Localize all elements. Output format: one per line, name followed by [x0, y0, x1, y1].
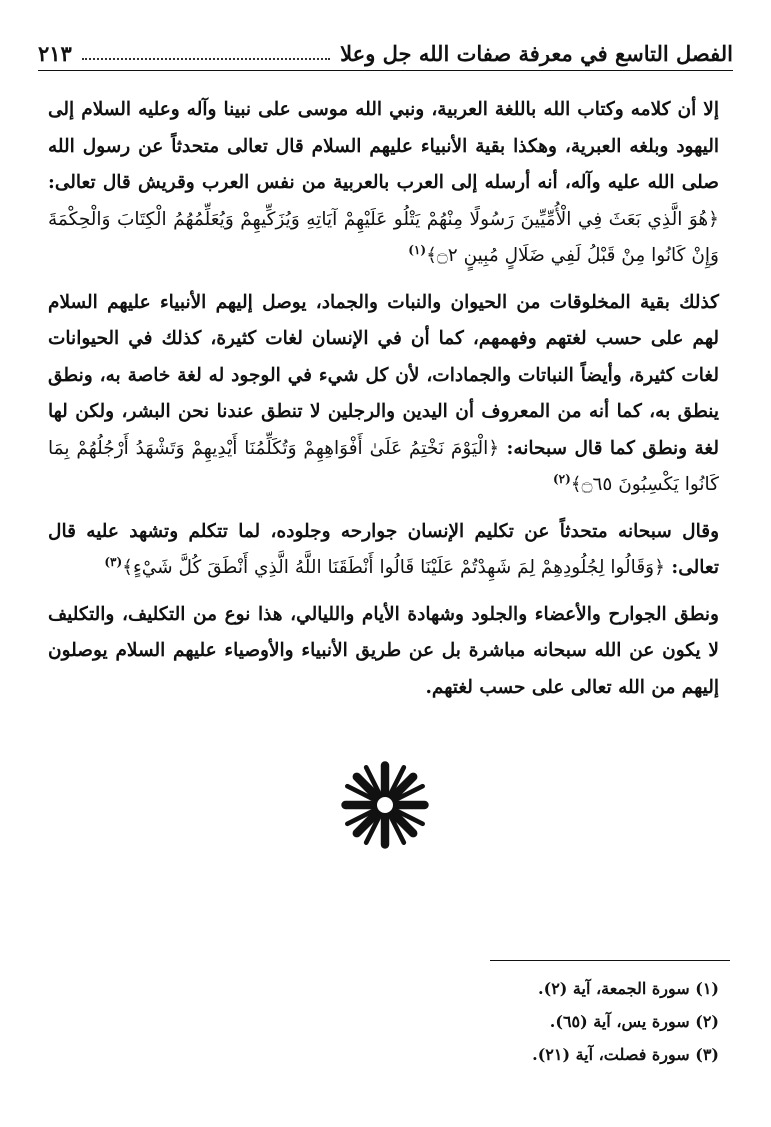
paragraph-text: كذلك بقية المخلوقات من الحيوان والنبات والجماد، يوصل إليهم الأنبياء عليهم السلام لهم على حسب لغتهم وفهمهم، كما أن في الإنسان لغات كثيرة، كذلك في الحيوانات لغات كثيرة، وأيضاً النباتات والجمادات، لأن كل شيء في الوجود له لغة خاصة به، ونطق ينطق به، كما أنه من المعروف أن اليدين والرجلين لا تنطق عندنا نحن البشر، ولكن لها لغة ونطق كما قال سبحانه:: [48, 291, 719, 459]
running-title: الفصل التاسع في معرفة صفات الله جل وعلا: [340, 41, 733, 66]
page-number: ٢١٣: [38, 41, 72, 66]
footnote-ref: (٢): [552, 471, 571, 486]
quran-quote: ﴿هُوَ الَّذِي بَعَثَ فِي الْأُمِّيِّينَ رَسُولًا مِنْهُمْ يَتْلُو عَلَيْهِمْ آيَاتِهِ وَيُزَكِّيهِمْ وَيُعَلِّمُهُمُ الْكِتَابَ وَالْحِكْمَةَ وَإِنْ كَانُوا مِنْ قَبْلُ لَفِي ضَلَالٍ مُبِينٍ ۝٢﴾: [48, 208, 719, 266]
quran-quote: ﴿وَقَالُوا لِجُلُودِهِمْ لِمَ شَهِدْتُمْ عَلَيْنَا قَالُوا أَنْطَقَنَا اللَّهُ الَّذِي أَنْطَقَ كُلَّ شَيْءٍ﴾: [122, 557, 665, 578]
paragraph-text: وقال سبحانه متحدثاً عن تكليم الإنسان جوارحه وجلوده، لما تتكلم وتشهد عليه قال تعالى:: [48, 520, 719, 578]
footnote-divider: [490, 960, 730, 961]
paragraph: [48, 597, 719, 707]
paragraph-text: ونطق الجوارح والأعضاء والجلود وشهادة الأيام والليالي، هذا نوع من التكليف، والتكليف لا يكون عن الله سبحانه مباشرة بل عن طريق الأنبياء والأوصياء عليهم السلام يوصلون إليهم من الله تعالى على حسب لغتهم.: [48, 603, 719, 698]
footnote: (٣) سورة فصلت، آية (٢١).: [532, 1045, 719, 1064]
footnote: (٢) سورة يس، آية (٦٥).: [549, 1012, 719, 1031]
footnote-ref: (٣): [104, 554, 123, 569]
main-text: [48, 92, 719, 716]
footnotes: [359, 972, 719, 1071]
footnote-ref: (١): [408, 242, 427, 257]
footnote: (١) سورة الجمعة، آية (٢).: [538, 979, 719, 998]
paragraph: [48, 514, 719, 587]
quran-quote: ﴿الْيَوْمَ نَخْتِمُ عَلَىٰ أَفْوَاهِهِمْ وَتُكَلِّمُنَا أَيْدِيهِمْ وَتَشْهَدُ أَرْجُلُهُمْ بِمَا كَانُوا يَكْسِبُونَ ۝٦٥﴾: [48, 437, 719, 495]
paragraph: [48, 92, 719, 275]
starburst-ornament-icon: [338, 758, 432, 852]
paragraph-text: إلا أن كلامه وكتاب الله باللغة العربية، ونبي الله موسى على نبينا وآله وعليه السلام إلى اليهود وبلغه العبرية، وهكذا بقية الأنبياء عليهم السلام قال تعالى متحدثاً عن رسول الله صلى الله عليه وآله، أنه أرسله إلى العرب بالعربية من نفس العرب وقريش قال تعالى:: [48, 99, 719, 193]
page-header: [38, 30, 733, 71]
dotted-leader: [82, 58, 330, 60]
paragraph: [48, 285, 719, 504]
